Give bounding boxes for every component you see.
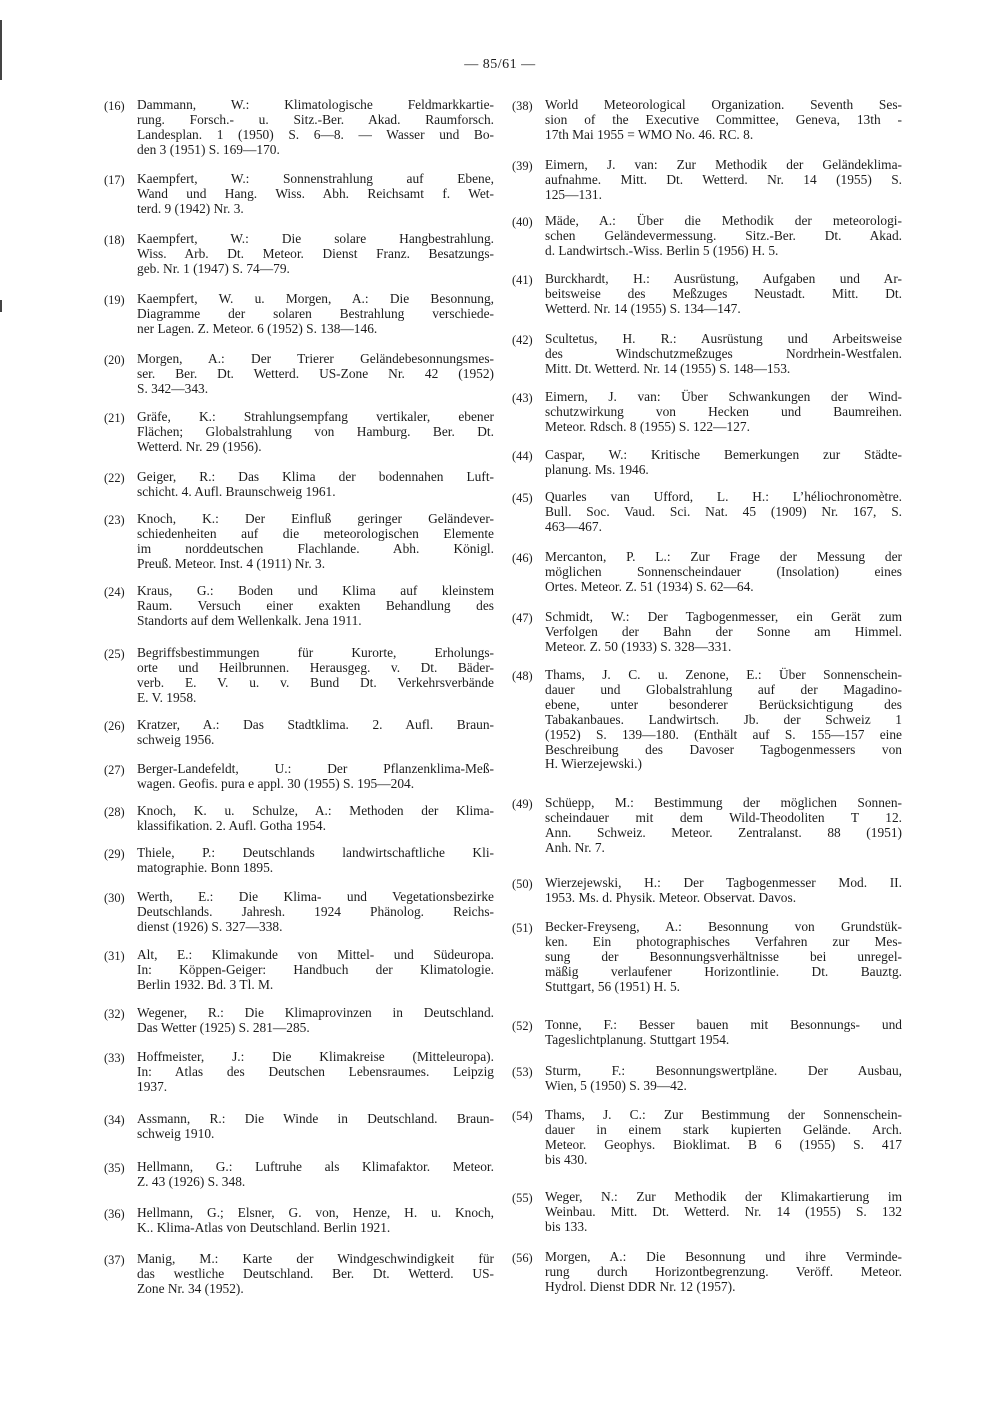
reference-line: Meteor. Rdsch. 8 (1955) S. 122—127. [545,418,750,434]
reference-line: klassifikation. 2. Aufl. Gotha 1954. [137,817,326,833]
reference-text [545,332,902,377]
reference-line: rung. Forsch.- u. Sitz.-Ber. Akad. Raumforsch. [137,111,494,127]
reference-text [545,668,902,772]
reference-line: bis 133. [545,1218,588,1234]
reference-text [137,410,494,455]
reference-number: (17) [104,173,125,187]
reference-entry [104,98,494,158]
reference-entry [104,1050,494,1095]
reference-text [545,490,902,535]
reference-line: schiedenheiten auf die meteorologischen Elemente [137,525,494,541]
reference-number: (19) [104,293,125,307]
reference-number: (50) [512,877,533,891]
reference-line: sion of the Executive Committee, Geneva, 13th - [545,111,902,127]
reference-entry [104,172,494,217]
reference-line: Hydrol. Dienst DDR Nr. 12 (1957). [545,1278,736,1294]
reference-entry [104,470,494,500]
reference-text [545,214,902,259]
reference-text [137,512,494,572]
reference-line: Wegener, R.: Die Klimaprovinzen in Deutschland. [137,1005,494,1020]
reference-number: (30) [104,891,125,905]
reference-line: Zone Nr. 34 (1952). [137,1280,244,1296]
reference-entry [512,796,902,856]
reference-line: Eimern, J. van: Zur Methodik der Geländeklima- [545,157,902,172]
reference-text [137,470,494,500]
reference-line: aufnahme. Mitt. Dt. Wetterd. Nr. 14 (1955) S. [545,171,902,187]
reference-number: (31) [104,949,125,963]
reference-number: (46) [512,551,533,565]
reference-text [545,1250,902,1295]
reference-line: (1952) S. 139—180. (Enthält auf S. 155—157 eine [545,726,902,742]
reference-entry [104,1160,494,1190]
reference-line: schen Geländevermessung. Sitz.-Ber. Dt. Akad. [545,227,902,243]
reference-line: Stuttgart, 56 (1951) H. 5. [545,978,681,994]
reference-number: (39) [512,159,533,173]
reference-line: Burckhardt, H.: Ausrüstung, Aufgaben und Ar- [545,271,902,286]
reference-text [545,272,902,317]
reference-number: (20) [104,353,125,367]
reference-text [137,762,494,792]
reference-entry [512,158,902,203]
reference-line: rung durch Horizontbegrenzung. Veröff. Meteor. [545,1263,902,1279]
reference-entry [104,1112,494,1142]
reference-line: Schmidt, W.: Der Tagbogenmesser, ein Gerät zum [545,609,902,624]
reference-line: des Windschutzmeßzuges Nordrhein-Westfalen. [545,345,902,361]
reference-line: schutzwirkung von Hecken und Baumreihen. [545,403,902,419]
reference-line: Wand und Hang. Wiss. Abh. Reichsamt f. Wet- [137,185,494,201]
reference-line: Mäde, A.: Über die Methodik der meteorologi- [545,213,902,228]
reference-number: (18) [104,233,125,247]
reference-line: verb. E. V. u. v. Bund Dt. Verkehrsverbände [137,674,494,690]
reference-line: Meteor. Z. 50 (1933) S. 328—331. [545,638,732,654]
reference-line: Thiele, P.: Deutschlands landwirtschaftliche Kli- [137,845,494,860]
reference-entry [512,1250,902,1295]
reference-line: Tonne, F.: Besser bauen mit Besonnungs- und [545,1017,902,1032]
reference-text [545,876,902,906]
reference-line: Deutschlands. Jahresh. 1924 Phänolog. Reichs- [137,903,494,919]
reference-text [137,646,494,706]
reference-entry [512,1064,902,1094]
reference-line: Schüepp, M.: Bestimmung der möglichen Sonnen- [545,795,902,810]
reference-entry [104,1006,494,1036]
reference-number: (54) [512,1109,533,1123]
reference-line: Kaempfert, W.: Die solare Hangbestrahlung. [137,231,494,246]
reference-line: Becker-Freyseng, A.: Besonnung von Grundstük- [545,919,902,934]
reference-line: Hellmann, G.; Elsner, G. von, Henze, H. u. Knoch, [137,1205,494,1220]
reference-line: matographie. Bonn 1895. [137,859,274,875]
reference-line: Preuß. Meteor. Inst. 4 (1911) Nr. 3. [137,555,326,571]
reference-number: (34) [104,1113,125,1127]
reference-text [545,920,902,995]
reference-line: World Meteorological Organization. Seventh Ses- [545,97,902,112]
reference-entry [104,232,494,277]
reference-text [137,718,494,748]
reference-line: schweig 1910. [137,1125,215,1141]
reference-number: (40) [512,215,533,229]
reference-entry [512,332,902,377]
reference-number: (29) [104,847,125,861]
reference-line: Tageslichtplanung. Stuttgart 1954. [545,1031,730,1047]
reference-line: Z. 43 (1926) S. 348. [137,1173,246,1189]
reference-number: (48) [512,669,533,683]
reference-entry [512,550,902,595]
reference-line: d. Landwirtsch.-Wiss. Berlin 5 (1956) H. 5. [545,242,779,258]
reference-text [545,158,902,203]
reference-entry [104,292,494,337]
reference-number: (36) [104,1207,125,1221]
reference-text [545,550,902,595]
reference-line: Sturm, F.: Besonnungswertpläne. Der Ausbau, [545,1063,902,1078]
page-number: — 85/61 — [464,57,536,72]
reference-text [545,390,902,435]
reference-line: Caspar, W.: Kritische Bemerkungen zur Städte- [545,447,902,462]
reference-number: (51) [512,921,533,935]
reference-number: (41) [512,273,533,287]
reference-number: (22) [104,471,125,485]
reference-line: Ortes. Meteor. Z. 51 (1934) S. 62—64. [545,578,754,594]
reference-entry [512,490,902,535]
reference-entry [512,98,902,143]
reference-number: (37) [104,1253,125,1267]
reference-line: planung. Ms. 1946. [545,461,649,477]
reference-text [137,890,494,935]
reference-text [137,352,494,397]
reference-line: Kratzer, A.: Das Stadtklima. 2. Aufl. Braun- [137,717,494,732]
reference-line: im norddeutschen Flachlande. Abh. Königl. [137,540,494,556]
reference-line: 125—131. [545,186,602,202]
reference-line: E. V. 1958. [137,689,197,705]
reference-line: Landesplan. 1 (1950) S. 6—8. — Wasser und Bo- [137,126,494,142]
reference-entry [512,272,902,317]
reference-text [545,796,902,856]
reference-number: (38) [512,99,533,113]
reference-number: (21) [104,411,125,425]
reference-line: ner Lagen. Z. Meteor. 6 (1952) S. 138—146. [137,320,378,336]
reference-text [137,98,494,158]
reference-line: Wetterd. Nr. 29 (1956). [137,438,262,454]
reference-line: Berger-Landefeldt, U.: Der Pflanzenklima-Meß- [137,761,494,776]
reference-line: K.. Klima-Atlas von Deutschland. Berlin 1921. [137,1219,391,1235]
reference-line: Morgen, A.: Der Trierer Geländebesonnungsmes- [137,351,494,366]
reference-text [137,292,494,337]
reference-text [545,1018,902,1048]
reference-text [545,98,902,143]
reference-text [137,232,494,277]
reference-line: Kaempfert, W.: Sonnenstrahlung auf Ebene, [137,171,494,186]
reference-line: Thams, J. C. u. Zenone, E.: Über Sonnenschein- [545,667,902,682]
reference-entry [512,214,902,259]
reference-line: Knoch, K. u. Schulze, A.: Methoden der Klima- [137,803,494,818]
reference-line: ebene, unter besonderer Berücksichtigung des [545,696,902,712]
reference-text [545,1064,902,1094]
reference-line: bis 430. [545,1151,588,1167]
reference-number: (33) [104,1051,125,1065]
reference-line: Ann. Schweiz. Meteor. Zentralanst. 88 (1951) [545,824,902,840]
reference-line: ken. Ein photographisches Verfahren zur Mes- [545,933,902,949]
reference-line: Berlin 1932. Bd. 3 Tl. M. [137,976,274,992]
reference-number: (52) [512,1019,533,1033]
reference-entry [104,584,494,629]
reference-number: (16) [104,99,125,113]
reference-line: Gräfe, K.: Strahlungsempfang vertikaler, ebener [137,409,494,424]
reference-line: 1953. Ms. d. Physik. Meteor. Observat. Davos. [545,889,797,905]
reference-number: (28) [104,805,125,819]
reference-line: Flächen; Globalstrahlung von Hamburg. Ber. Dt. [137,423,494,439]
reference-line: Eimern, J. van: Über Schwankungen der Wind- [545,389,902,404]
reference-entry [512,1108,902,1168]
reference-number: (45) [512,491,533,505]
reference-line: Quarles van Ufford, L. H.: L’héliochronomètre. [545,489,902,504]
reference-entry [104,410,494,455]
reference-number: (35) [104,1161,125,1175]
reference-line: Verfolgen der Bahn der Sonne am Himmel. [545,623,902,639]
reference-entry [104,1252,494,1297]
reference-number: (49) [512,797,533,811]
reference-line: Raum. Versuch einer exakten Behandlung des [137,597,494,613]
reference-text [137,1252,494,1297]
reference-entry [104,846,494,876]
reference-line: sung der Besonnungsverhältnisse bei unregel- [545,948,902,964]
reference-line: Mercanton, P. L.: Zur Frage der Messung der [545,549,902,564]
reference-entry [512,390,902,435]
reference-line: orte und Heilbrunnen. Herausgeg. v. Dt. Bäder- [137,659,494,675]
reference-line: Assmann, R.: Die Winde in Deutschland. Braun- [137,1111,494,1126]
reference-entry [104,646,494,706]
reference-line: Begriffsbestimmungen für Kurorte, Erholungs- [137,645,494,660]
reference-line: Beschreibung des Davoser Tagbogenmessers von [545,741,902,757]
reference-line: Thams, J. C.: Zur Bestimmung der Sonnenschein- [545,1107,902,1122]
reference-text [545,1108,902,1168]
reference-text [137,804,494,834]
reference-text [545,610,902,655]
reference-number: (25) [104,647,125,661]
reference-line: wagen. Geofis. pura e appl. 30 (1955) S. 195—204. [137,775,415,791]
reference-line: Geiger, R.: Das Klima der bodennahen Luft- [137,469,494,484]
reference-entry [104,890,494,935]
reference-number: (27) [104,763,125,777]
reference-line: Hoffmeister, J.: Die Klimakreise (Mitteleuropa). [137,1049,494,1064]
reference-line: schweig 1956. [137,731,215,747]
reference-text [137,1160,494,1190]
reference-text [137,1112,494,1142]
reference-text [137,1006,494,1036]
reference-line: dauer und Globalstrahlung auf der Magadino- [545,681,902,697]
reference-text [545,448,902,478]
reference-entry [512,1190,902,1235]
reference-number: (23) [104,513,125,527]
reference-line: H. Wierzejewski.) [545,756,643,772]
reference-line: Hellmann, G.: Luftruhe als Klimafaktor. Meteor. [137,1159,494,1174]
reference-entry [104,718,494,748]
reference-line: 17th Mai 1955 = WMO No. 46. RC. 8. [545,126,754,142]
reference-line: Bull. Soc. Vaud. Sci. Nat. 45 (1909) Nr. 167, S. [545,503,902,519]
reference-line: terd. 9 (1942) Nr. 3. [137,200,244,216]
reference-number: (47) [512,611,533,625]
reference-text [137,172,494,217]
reference-line: den 3 (1951) S. 169—170. [137,141,280,157]
reference-entry [512,876,902,906]
reference-line: Meteor. Geophys. Bioklimat. B 6 (1955) S. 417 [545,1136,902,1152]
reference-entry [104,512,494,572]
reference-line: Mitt. Dt. Wetterd. Nr. 14 (1955) S. 148—153. [545,360,791,376]
reference-line: dienst (1926) S. 327—338. [137,918,283,934]
reference-text [137,584,494,629]
reference-line: beitsweise des Meßzuges Neustadt. Mitt. Dt. [545,285,902,301]
reference-line: Wiss. Arb. Dt. Meteor. Dienst Franz. Besatzungs- [137,245,494,261]
reference-line: Weger, N.: Zur Methodik der Klimakartierung im [545,1189,902,1204]
reference-line: geb. Nr. 1 (1947) S. 74—79. [137,260,290,276]
reference-number: (55) [512,1191,533,1205]
reference-entry [512,668,902,772]
scan-edge-mark [0,300,2,312]
reference-number: (43) [512,391,533,405]
reference-line: Das Wetter (1925) S. 281—285. [137,1019,310,1035]
reference-line: Tabakanbaues. Landwirtsch. Jb. der Schweiz 1 [545,711,902,727]
reference-text [137,1206,494,1236]
reference-text [545,1190,902,1235]
reference-line: scheindauer mit dem Wild-Theodoliten T 12. [545,809,902,825]
reference-line: Wierzejewski, H.: Der Tagbogenmesser Mod. II. [545,875,902,890]
reference-entry [512,610,902,655]
reference-line: Wien, 5 (1950) S. 39—42. [545,1077,687,1093]
reference-line: ser. Ber. Dt. Wetterd. US-Zone Nr. 42 (1952) [137,365,494,381]
reference-number: (42) [512,333,533,347]
reference-number: (26) [104,719,125,733]
reference-line: Weinbau. Mitt. Dt. Wetterd. Nr. 14 (1955) S. 132 [545,1203,902,1219]
reference-entry [512,1018,902,1048]
reference-number: (53) [512,1065,533,1079]
reference-text [137,846,494,876]
reference-line: In: Köppen-Geiger: Handbuch der Klimatologie. [137,961,494,977]
reference-number: (44) [512,449,533,463]
reference-line: 1937. [137,1078,168,1094]
reference-line: schicht. 4. Aufl. Braunschweig 1961. [137,483,336,499]
reference-line: Morgen, A.: Die Besonnung und ihre Verminde- [545,1249,902,1264]
reference-number: (24) [104,585,125,599]
reference-entry [104,762,494,792]
reference-line: Alt, E.: Klimakunde von Mittel- und Südeuropa. [137,947,494,962]
reference-entry [104,804,494,834]
reference-entry [104,948,494,993]
reference-line: Kraus, G.: Boden und Klima auf kleinstem [137,583,494,598]
reference-entry [512,920,902,995]
reference-line: Standorts auf dem Wellenkalk. Jena 1911. [137,612,362,628]
reference-line: Scultetus, H. R.: Ausrüstung und Arbeitsweise [545,331,902,346]
reference-line: Knoch, K.: Der Einfluß geringer Geländever- [137,511,494,526]
reference-line: In: Atlas des Deutschen Lebensraumes. Leipzig [137,1063,494,1079]
reference-line: Anh. Nr. 7. [545,839,605,855]
reference-number: (32) [104,1007,125,1021]
reference-line: mäßig verlaufener Horizontlinie. Dt. Bauztg. [545,963,902,979]
reference-number: (56) [512,1251,533,1265]
reference-entry [512,448,902,478]
reference-line: das westliche Deutschland. Ber. Dt. Wetterd. US- [137,1265,494,1281]
reference-line: dauer in einem stark kupierten Gelände. Arch. [545,1121,902,1137]
reference-entry [104,352,494,397]
reference-text [137,948,494,993]
reference-entry [104,1206,494,1236]
reference-line: Dammann, W.: Klimatologische Feldmarkkartie- [137,97,494,112]
reference-line: S. 342—343. [137,380,209,396]
reference-line: Wetterd. Nr. 14 (1955) S. 134—147. [545,300,741,316]
reference-line: möglichen Sonnenscheindauer (Insolation) eines [545,563,902,579]
reference-line: Kaempfert, W. u. Morgen, A.: Die Besonnung, [137,291,494,306]
reference-line: Werth, E.: Die Klima- und Vegetationsbezirke [137,889,494,904]
reference-line: Manig, M.: Karte der Windgeschwindigkeit für [137,1251,494,1266]
reference-line: Diagramme der solaren Bestrahlung verschiede- [137,305,494,321]
reference-text [137,1050,494,1095]
reference-line: 463—467. [545,518,602,534]
